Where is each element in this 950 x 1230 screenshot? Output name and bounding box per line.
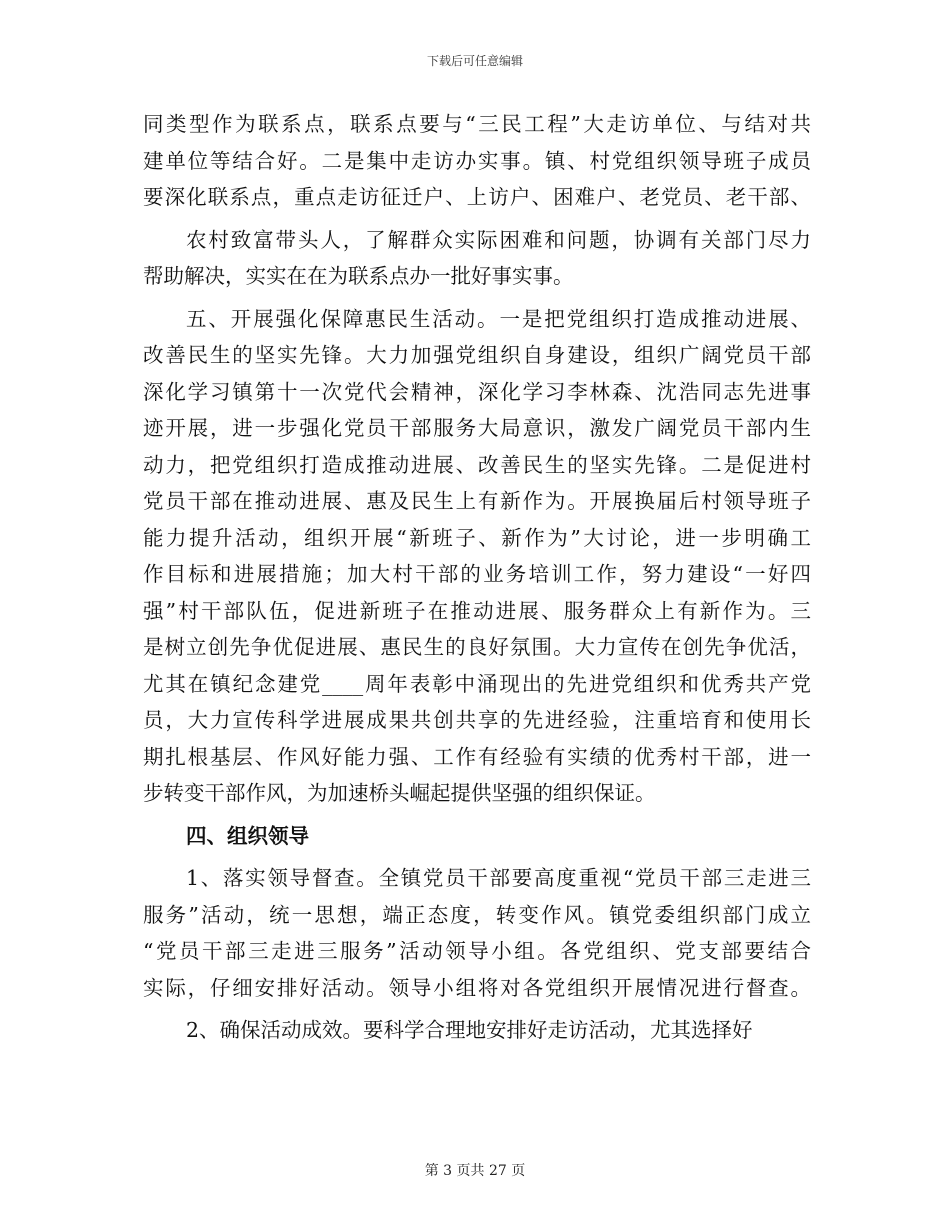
body-line: 同类型作为联系点，联系点要与“三民工程”大走访单位、与结对共	[143, 112, 811, 136]
body-line: 强”村干部队伍，促进新班子在推动进展、服务群众上有新作为。三	[143, 598, 811, 623]
body-line: 党员干部在推动进展、惠及民生上有新作为。开展换届后村领导班子	[143, 489, 811, 513]
body-line: 实际，仔细安排好活动。领导小组将对各党组织开展情况进行督查。	[143, 975, 811, 1000]
document-body	[143, 106, 811, 1049]
body-line: 期扎根基层、作风好能力强、工作有经验有实绩的优秀村干部，进一	[143, 744, 811, 769]
body-line: 1、落实领导督查。全镇党员干部要高度重视“党员干部三走进三	[186, 866, 811, 890]
body-line: 动力，把党组织打造成推动进展、改善民生的坚实先锋。二是促进村	[143, 452, 811, 477]
body-line: 建单位等结合好。二是集中走访办实事。镇、村党组织领导班子成员	[143, 148, 811, 173]
body-line: “党员干部三走进三服务”活动领导小组。各党组织、党支部要结合	[143, 939, 811, 963]
body-line: 2、确保活动成效。要科学合理地安排好走访活动，尤其选择好	[186, 1018, 753, 1042]
body-line: 服务”活动，统一思想，端正态度，转变作风。镇党委组织部门成立	[143, 902, 811, 927]
body-line: 帮助解决，实实在在为联系点办一批好事实事。	[143, 264, 574, 288]
page-footer: 第 3 页共 27 页	[424, 1163, 526, 1179]
body-line: 步转变干部作风，为加速桥头崛起提供坚强的组织保证。	[143, 781, 656, 805]
body-line: 作目标和进展措施；加大村干部的业务培训工作，努力建设“一好四	[143, 562, 811, 586]
body-line: 尤其在镇纪念建党____周年表彰中涌现出的先进党组织和优秀共产党	[143, 671, 811, 696]
body-line: 是树立创先争优促进展、惠民生的良好氛围。大力宣传在创先争优活，	[143, 635, 811, 659]
body-line: 迹开展，进一步强化党员干部服务大局意识，激发广阔党员干部内生	[143, 416, 811, 440]
body-line: 能力提升活动，组织开展“新班子、新作为”大讨论，进一步明确工	[143, 525, 811, 550]
body-line: 员，大力宣传科学进展成果共创共享的先进经验，注重培育和使用长	[143, 708, 811, 732]
page-header: 下载后可任意编辑	[426, 54, 523, 68]
body-line: 农村致富带头人，了解群众实际困难和问题，协调有关部门尽力	[186, 227, 811, 252]
section-five-line: 五、开展强化保障惠民生活动。一是把党组织打造成推动进展、	[186, 306, 811, 331]
body-line: 改善民生的坚实先锋。大力加强党组织自身建设，组织广阔党员干部	[143, 343, 811, 367]
body-line: 要深化联系点，重点走访征迁户、上访户、困难户、老党员、老干部、	[143, 185, 811, 209]
section-heading: 四、组织领导	[186, 823, 309, 848]
body-line: 深化学习镇第十一次党代会精神，深化学习李林森、沈浩同志先进事	[143, 379, 811, 404]
